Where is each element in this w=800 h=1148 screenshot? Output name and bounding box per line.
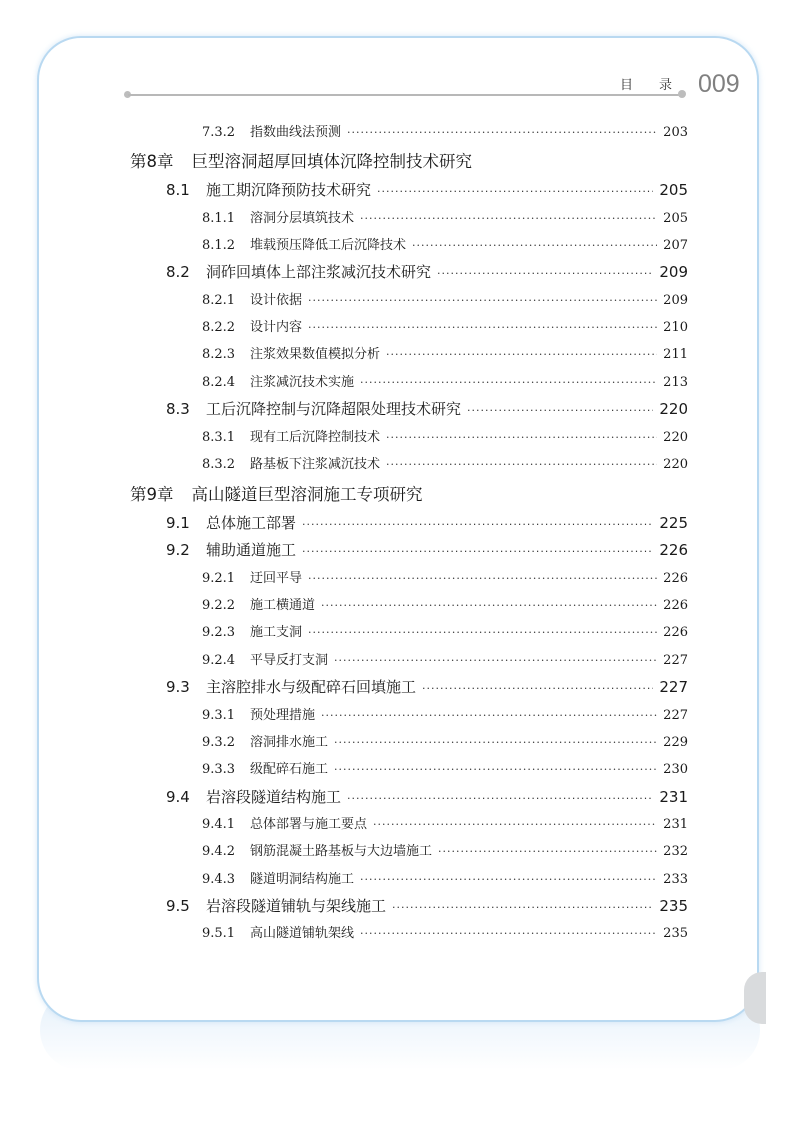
toc-entry-9-3-3[interactable] (202, 758, 688, 777)
dot-leader (347, 792, 653, 805)
toc-entry-8-1-2[interactable] (202, 234, 688, 253)
dot-leader (412, 239, 657, 252)
toc-entry-page: 209 (663, 293, 688, 308)
dot-leader (386, 431, 657, 444)
toc-entry-title: 辅助通道施工 (206, 541, 297, 559)
toc-entry-number: 8.2.4 (202, 375, 236, 390)
toc-entry-title: 洞砟回填体上部注浆减沉技术研究 (206, 263, 432, 281)
toc-entry-page: 235 (659, 897, 688, 915)
toc-entry-7-3-2[interactable] (202, 121, 688, 140)
toc-entry-8-2-3[interactable] (202, 343, 688, 362)
dot-leader (467, 404, 653, 417)
dot-leader (360, 873, 657, 886)
toc-entry-number: 9.2.1 (202, 571, 236, 586)
toc-entry-page: 227 (663, 653, 688, 668)
toc-entry-number: 8.1 (166, 181, 190, 199)
toc-entry-number: 9.4.1 (202, 817, 236, 832)
toc-entry-title: 注浆效果数值模拟分析 (250, 347, 381, 362)
toc-entry-9-2-4[interactable] (202, 649, 688, 668)
toc-entry-number: 8.1.2 (202, 238, 236, 253)
toc-entry-title: 施工横通道 (250, 598, 316, 613)
toc-entry-9-3-2[interactable] (202, 731, 688, 750)
toc-entry-page: 211 (663, 347, 688, 362)
chapter-title: 高山隧道巨型溶洞施工专项研究 (191, 485, 423, 504)
toc-entry-9-2-1[interactable] (202, 567, 688, 586)
dot-leader (377, 185, 653, 198)
toc-entry-page: 226 (663, 598, 688, 613)
dot-leader (308, 321, 657, 334)
toc-entry-title: 设计依据 (250, 293, 303, 308)
toc-entry-page: 229 (663, 735, 688, 750)
toc-entry-number: 8.3 (166, 400, 190, 418)
toc-entry-number: 9.3.3 (202, 762, 236, 777)
toc-entry-number: 9.2.4 (202, 653, 236, 668)
toc-entry-number: 8.2 (166, 263, 190, 281)
dot-leader (437, 267, 653, 280)
toc-entry-9-4-2[interactable] (202, 840, 688, 859)
dot-leader (360, 927, 657, 940)
toc-entry-page: 232 (663, 844, 688, 859)
toc-entry-page: 227 (659, 678, 688, 696)
toc-entry-8-1-1[interactable] (202, 207, 688, 226)
toc-entry-page: 220 (659, 400, 688, 418)
toc-section-9-2[interactable] (166, 539, 688, 560)
toc-entry-title: 总体部署与施工要点 (250, 817, 368, 832)
toc-entry-number: 9.2.3 (202, 625, 236, 640)
toc-entry-9-5-1[interactable] (202, 922, 688, 941)
toc-entry-8-2-2[interactable] (202, 316, 688, 335)
toc-entry-page: 210 (663, 320, 688, 335)
chapter-number: 第8章 (130, 152, 174, 171)
toc-chapter-9[interactable] (130, 481, 690, 505)
toc-entry-number: 9.4 (166, 788, 190, 806)
toc-entry-number: 9.1 (166, 514, 190, 532)
dot-leader (386, 348, 657, 361)
dot-leader (308, 294, 657, 307)
toc-entry-number: 9.3.1 (202, 708, 236, 723)
header-rule (128, 94, 684, 96)
dot-leader (392, 901, 653, 914)
toc-entry-number: 9.4.2 (202, 844, 236, 859)
toc-entry-number: 9.4.3 (202, 872, 236, 887)
toc-entry-title: 总体施工部署 (206, 514, 297, 532)
toc-entry-page: 230 (663, 762, 688, 777)
toc-entry-page: 203 (663, 125, 688, 140)
dot-leader (347, 126, 657, 139)
toc-entry-page: 220 (663, 430, 688, 445)
dot-leader (334, 654, 657, 667)
toc-section-9-1[interactable] (166, 512, 688, 533)
toc-entry-page: 225 (659, 514, 688, 532)
toc-entry-number: 8.1.1 (202, 211, 236, 226)
toc-entry-title: 堆载预压降低工后沉降技术 (250, 238, 407, 253)
dot-leader (422, 682, 653, 695)
toc-entry-title: 注浆减沉技术实施 (250, 375, 355, 390)
toc-entry-8-3-1[interactable] (202, 426, 688, 445)
toc-entry-number: 9.2 (166, 541, 190, 559)
toc-entry-title: 岩溶段隧道铺轨与架线施工 (206, 897, 387, 915)
dot-leader (386, 458, 657, 471)
dot-leader (302, 518, 653, 531)
dot-leader (321, 599, 657, 612)
toc-entry-9-2-3[interactable] (202, 621, 688, 640)
toc-section-8-2[interactable] (166, 261, 688, 282)
toc-entry-title: 路基板下注浆减沉技术 (250, 457, 381, 472)
toc-entry-9-2-2[interactable] (202, 594, 688, 613)
toc-entry-title: 平导反打支洞 (250, 653, 329, 668)
toc-entry-page: 207 (663, 238, 688, 253)
toc-entry-title: 现有工后沉降控制技术 (250, 430, 381, 445)
toc-entry-title: 迂回平导 (250, 571, 303, 586)
toc-entry-title: 隧道明洞结构施工 (250, 872, 355, 887)
chapter-title: 巨型溶洞超厚回填体沉降控制技术研究 (191, 152, 472, 171)
dot-leader (438, 845, 657, 858)
running-header-title: 目录 (620, 78, 699, 93)
chapter-number: 第9章 (130, 485, 174, 504)
toc-entry-number: 8.2.3 (202, 347, 236, 362)
dot-leader (334, 736, 657, 749)
toc-entry-page: 235 (663, 926, 688, 941)
toc-entry-number: 9.3.2 (202, 735, 236, 750)
toc-entry-page: 231 (659, 788, 688, 806)
toc-entry-page: 205 (663, 211, 688, 226)
toc-entry-page: 227 (663, 708, 688, 723)
toc-entry-page: 226 (663, 571, 688, 586)
toc-entry-title: 钢筋混凝土路基板与大边墙施工 (250, 844, 433, 859)
toc-entry-page: 226 (663, 625, 688, 640)
toc-entry-page: 213 (663, 375, 688, 390)
toc-entry-page: 205 (659, 181, 688, 199)
toc-entry-page: 226 (659, 541, 688, 559)
toc-entry-page: 220 (663, 457, 688, 472)
toc-section-9-4[interactable] (166, 786, 688, 807)
toc-entry-number: 9.2.2 (202, 598, 236, 613)
dot-leader (360, 376, 657, 389)
toc-entry-page: 233 (663, 872, 688, 887)
dot-leader (308, 572, 657, 585)
dot-leader (334, 763, 657, 776)
toc-entry-title: 主溶腔排水与级配碎石回填施工 (206, 678, 417, 696)
toc-entry-9-3-1[interactable] (202, 704, 688, 723)
toc-entry-8-2-1[interactable] (202, 289, 688, 308)
toc-chapter-8[interactable] (130, 148, 690, 172)
toc-entry-title: 预处理措施 (250, 708, 316, 723)
dot-leader (373, 818, 657, 831)
toc-entry-page: 231 (663, 817, 688, 832)
toc-entry-9-4-1[interactable] (202, 813, 688, 832)
toc-entry-title: 设计内容 (250, 320, 303, 335)
toc-entry-number: 8.3.2 (202, 457, 236, 472)
toc-entry-title: 溶洞分层填筑技术 (250, 211, 355, 226)
page-number: 009 (698, 70, 740, 98)
toc-entry-8-2-4[interactable] (202, 371, 688, 390)
dot-leader (360, 212, 657, 225)
toc-entry-9-4-3[interactable] (202, 868, 688, 887)
toc-entry-number: 7.3.2 (202, 125, 236, 140)
toc-entry-number: 8.2.2 (202, 320, 236, 335)
toc-entry-number: 8.3.1 (202, 430, 236, 445)
toc-entry-title: 级配碎石施工 (250, 762, 329, 777)
toc-entry-title: 高山隧道铺轨架线 (250, 926, 355, 941)
toc-section-9-3[interactable] (166, 676, 688, 697)
toc-entry-title: 岩溶段隧道结构施工 (206, 788, 342, 806)
toc-entry-title: 指数曲线法预测 (250, 125, 342, 140)
dot-leader (308, 626, 657, 639)
toc-entry-page: 209 (659, 263, 688, 281)
dot-leader (321, 709, 657, 722)
toc-section-9-5[interactable] (166, 895, 688, 916)
toc-entry-title: 施工期沉降预防技术研究 (206, 181, 372, 199)
page-edge-tab (744, 972, 766, 1024)
toc-entry-title: 工后沉降控制与沉降超限处理技术研究 (206, 400, 462, 418)
dot-leader (302, 545, 653, 558)
toc-section-8-3[interactable] (166, 398, 688, 419)
toc-entry-8-3-2[interactable] (202, 453, 688, 472)
toc-section-8-1[interactable] (166, 179, 688, 200)
toc-entry-number: 9.5.1 (202, 926, 236, 941)
toc-entry-title: 施工支洞 (250, 625, 303, 640)
toc-entry-number: 9.5 (166, 897, 190, 915)
toc-entry-title: 溶洞排水施工 (250, 735, 329, 750)
toc-entry-number: 8.2.1 (202, 293, 236, 308)
toc-entry-number: 9.3 (166, 678, 190, 696)
